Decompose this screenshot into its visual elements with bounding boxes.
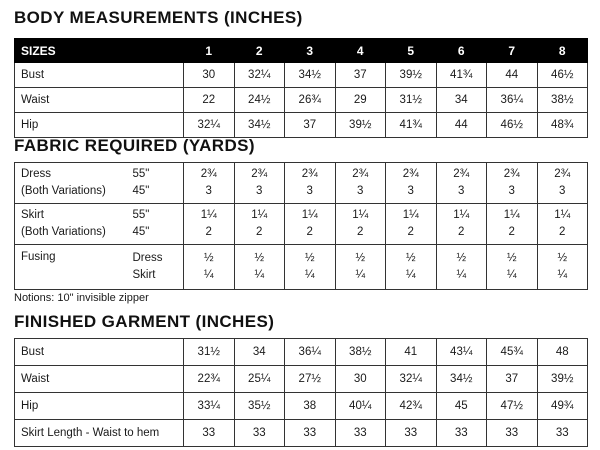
cell: 2¾ 3 [487,163,538,204]
cell: 33 [537,420,588,447]
cell: 34½ [285,63,336,88]
size-header: 8 [537,39,588,63]
cell: 33 [386,420,437,447]
cell: 1¼ 2 [386,204,437,245]
size-header: 4 [335,39,386,63]
row-label: Bust [15,339,184,366]
row-label: Hip [15,393,184,420]
cell: 1¼ 2 [234,204,285,245]
cell: 33 [184,420,235,447]
fabric-row-dress [15,163,588,204]
cell: 33 [436,420,487,447]
cell: 36¼ [487,88,538,113]
row-label: Hip [15,113,184,138]
cell: 34½ [436,366,487,393]
body-row-hip [15,113,588,138]
cell: 2¾ 3 [335,163,386,204]
cell: 1¼ 2 [335,204,386,245]
sizes-header-label: SIZES [15,39,184,63]
cell: 2¾ 3 [234,163,285,204]
fusing-type-label: Dress Skirt [127,245,184,290]
cell: 34½ [234,113,285,138]
body-row-bust [15,63,588,88]
fabric-width-label: 55" 45" [127,204,184,245]
size-header: 2 [234,39,285,63]
cell: 2¾ 3 [537,163,588,204]
finished-garment-table [14,338,588,447]
cell: 2¾ 3 [285,163,336,204]
size-header: 3 [285,39,336,63]
cell: 1¼ 2 [487,204,538,245]
row-label: Bust [15,63,184,88]
cell: 31½ [184,339,235,366]
finished-row-waist [15,366,588,393]
cell: 37 [487,366,538,393]
row-label: Waist [15,366,184,393]
cell: 33 [487,420,538,447]
cell: ½ ¼ [487,245,538,290]
cell: 22¾ [184,366,235,393]
size-header: 6 [436,39,487,63]
body-measurements-title: BODY MEASUREMENTS (INCHES) [14,8,303,27]
finished-row-hip [15,393,588,420]
cell: 46½ [487,113,538,138]
cell: 39½ [537,366,588,393]
size-header: 1 [184,39,235,63]
fabric-row-fusing [15,245,588,290]
cell: 2¾ 3 [184,163,235,204]
cell: 34 [234,339,285,366]
cell: 47½ [487,393,538,420]
cell: 34 [436,88,487,113]
cell: ½ ¼ [386,245,437,290]
sizes-header-row [15,39,588,63]
cell: ½ ¼ [537,245,588,290]
row-label: Waist [15,88,184,113]
cell: 42¾ [386,393,437,420]
cell: 26¾ [285,88,336,113]
cell: 46½ [537,63,588,88]
cell: 1¼ 2 [436,204,487,245]
cell: 27½ [285,366,336,393]
cell: ½ ¼ [184,245,235,290]
row-label: Skirt Length - Waist to hem [15,420,184,447]
cell: 41¾ [436,63,487,88]
cell: 45¾ [487,339,538,366]
row-label: Skirt (Both Variations) [15,204,127,245]
size-header: 5 [386,39,437,63]
cell: 38 [285,393,336,420]
row-label: Dress (Both Variations) [15,163,127,204]
finished-row-skirt-length [15,420,588,447]
cell: 40¼ [335,393,386,420]
cell: 32¼ [184,113,235,138]
cell: 35½ [234,393,285,420]
cell: 37 [285,113,336,138]
cell: 1¼ 2 [285,204,336,245]
fabric-required-table [14,162,588,290]
cell: 30 [335,366,386,393]
cell: 24½ [234,88,285,113]
cell: 33¼ [184,393,235,420]
cell: 33 [335,420,386,447]
cell: 38½ [537,88,588,113]
cell: 41 [386,339,437,366]
body-measurements-table [14,38,588,138]
cell: 29 [335,88,386,113]
cell: 1¼ 2 [184,204,235,245]
cell: 37 [335,63,386,88]
cell: 2¾ 3 [386,163,437,204]
cell: 36¼ [285,339,336,366]
cell: 22 [184,88,235,113]
fabric-width-label: 55" 45" [127,163,184,204]
cell: 1¼ 2 [537,204,588,245]
row-label: Fusing [15,245,127,290]
cell: 30 [184,63,235,88]
fabric-required-title: FABRIC REQUIRED (YARDS) [14,136,255,155]
cell: 45 [436,393,487,420]
cell: 39½ [335,113,386,138]
cell: ½ ¼ [335,245,386,290]
cell: 39½ [386,63,437,88]
cell: 48 [537,339,588,366]
finished-garment-title: FINISHED GARMENT (INCHES) [14,312,275,331]
finished-row-bust [15,339,588,366]
cell: 32¼ [234,63,285,88]
size-header: 7 [487,39,538,63]
cell: 31½ [386,88,437,113]
cell: 25¼ [234,366,285,393]
cell: 43¼ [436,339,487,366]
cell: 38½ [335,339,386,366]
notions-note: Notions: 10" invisible zipper [14,292,149,304]
cell: 32¼ [386,366,437,393]
cell: ½ ¼ [285,245,336,290]
cell: ½ ¼ [234,245,285,290]
cell: 33 [285,420,336,447]
cell: 33 [234,420,285,447]
cell: 41¾ [386,113,437,138]
cell: ½ ¼ [436,245,487,290]
fabric-row-skirt [15,204,588,245]
cell: 44 [436,113,487,138]
cell: 48¾ [537,113,588,138]
cell: 44 [487,63,538,88]
cell: 49¾ [537,393,588,420]
cell: 2¾ 3 [436,163,487,204]
body-row-waist [15,88,588,113]
